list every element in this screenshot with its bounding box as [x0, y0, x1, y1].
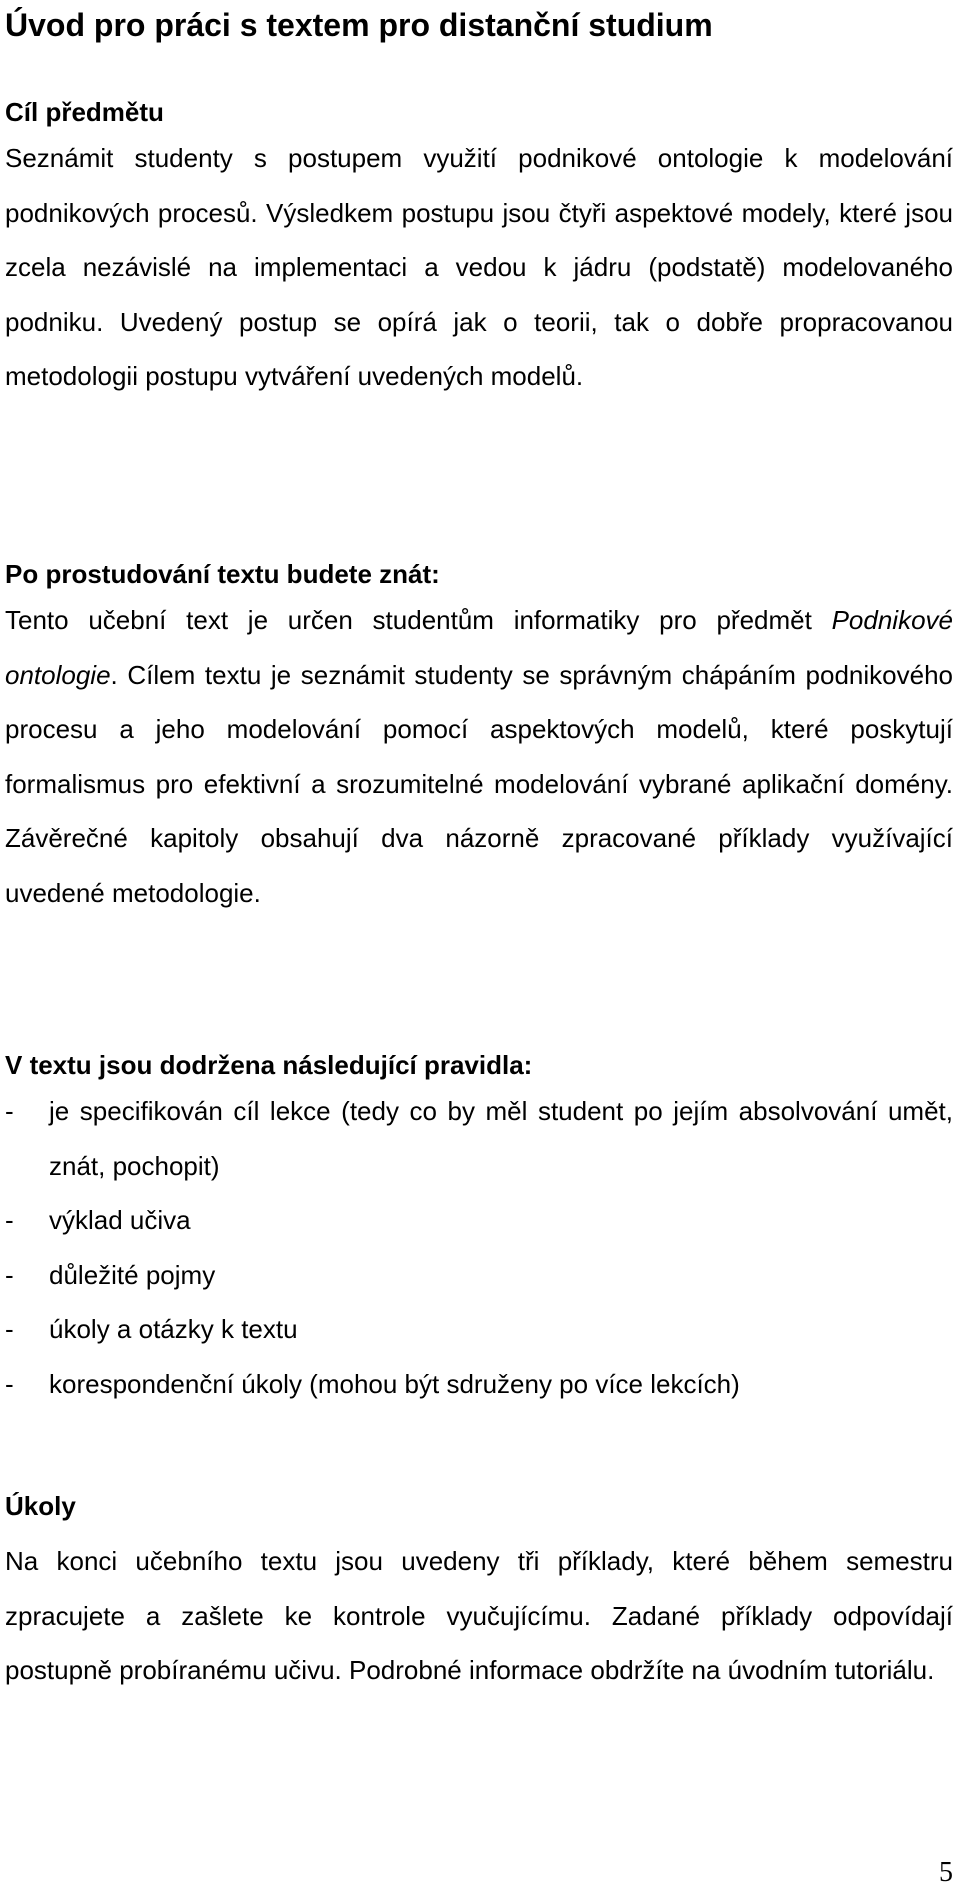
list-dash: -: [5, 1259, 14, 1290]
list-item: [5, 1193, 953, 1248]
list-item-text: je specifikován cíl lekce (tedy co by měl student po jejím absolvování umět, znát, pochopit): [49, 1096, 953, 1181]
list-dash: -: [5, 1096, 14, 1126]
page-number: 5: [939, 1857, 953, 1888]
list-item: [5, 1357, 953, 1412]
after-study-paragraph: [5, 593, 953, 920]
goal-heading: Cíl předmětu: [5, 97, 164, 127]
tasks-paragraph: Na konci učebního textu jsou uvedeny tři příklady, které během semestru zpracujete a zašlete ke kontrole vyučujícímu. Zadané příklady odpovídají postupně probíranému učivu. Podrobné informace obdržíte na úvodním tutoriálu.: [5, 1546, 953, 1685]
list-item: [5, 1248, 953, 1303]
list-item: [5, 1084, 953, 1193]
rules-heading: V textu jsou dodržena následující pravidla:: [5, 1050, 533, 1080]
list-item-text: korespondenční úkoly (mohou být sdruženy po více lekcích): [49, 1368, 740, 1399]
rules-list: [5, 1084, 953, 1411]
list-dash: -: [5, 1205, 14, 1235]
after-study-text-start: Tento učební text je určen studentům informatiky pro předmět: [5, 605, 832, 635]
list-item-text: důležité pojmy: [49, 1259, 216, 1290]
after-study-heading: Po prostudování textu budete znát:: [5, 559, 440, 589]
goal-paragraph: Seznámit studenty s postupem využití podnikové ontologie k modelování podnikových procesů. Výsledkem postupu jsou čtyři aspektové modely, které jsou zcela nezávislé na implementaci a vedou k jádru (podstatě) modelovaného podniku. Uvedený postup se opírá jak o teorii, tak o dobře propracovanou metodologii postupu vytváření uvedených modelů.: [5, 143, 953, 391]
after-study-text-end: . Cílem textu je seznámit studenty se správným chápáním podnikového procesu a jeho modelování pomocí aspektových modelů, které poskytují formalismus pro efektivní a srozumitelné modelování vybrané aplikační domény. Závěrečné kapitoly obsahují dva názorně zpracované příklady využívající uvedené metodologie.: [5, 659, 953, 908]
list-dash: -: [5, 1314, 14, 1344]
list-item-text: výklad učiva: [49, 1205, 191, 1235]
list-item: [5, 1302, 953, 1357]
course-name: Podnikové ontologie: [5, 605, 953, 690]
list-item-text: úkoly a otázky k textu: [49, 1314, 298, 1344]
list-dash: -: [5, 1368, 14, 1399]
document-title: Úvod pro práci s textem pro distanční studium: [5, 7, 713, 43]
tasks-heading: Úkoly: [5, 1491, 76, 1521]
